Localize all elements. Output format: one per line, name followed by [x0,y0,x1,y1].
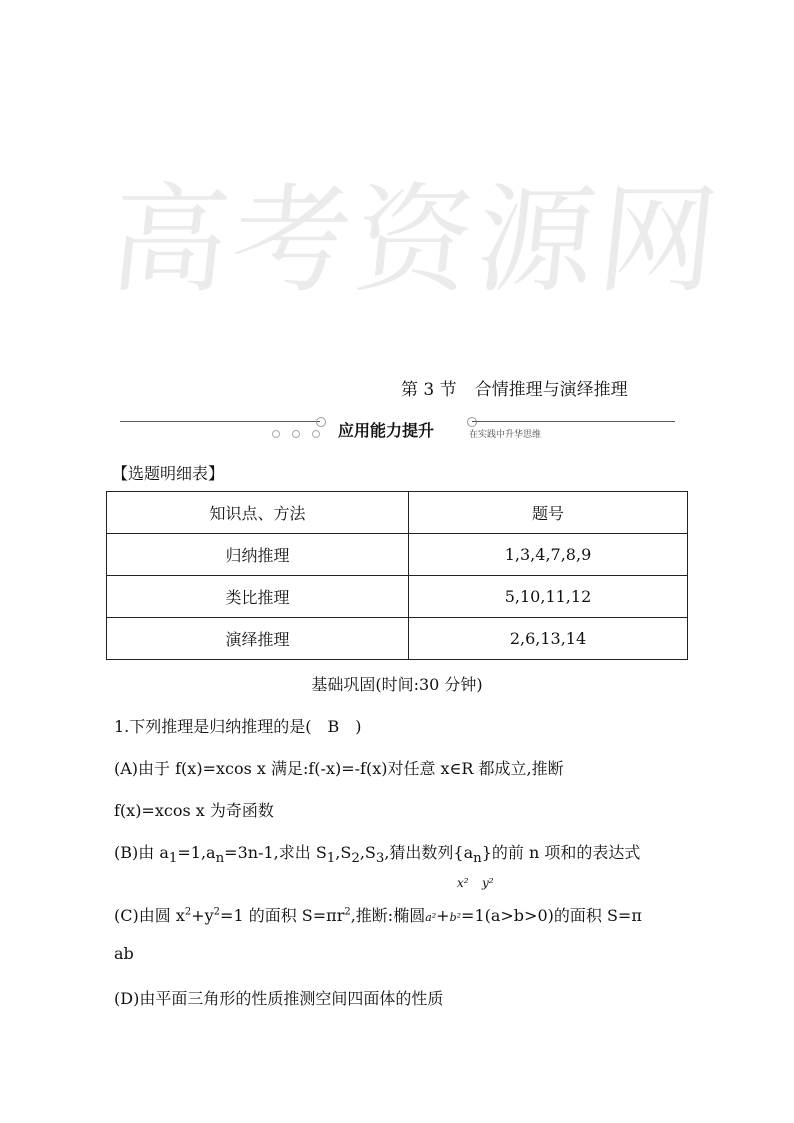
banner-label: 应用能力提升 [338,421,435,440]
table-header-numbers: 题号 [409,492,688,534]
question-stem: 1.下列推理是归纳推理的是( B ) [114,717,362,736]
ellipse-b2-denominator: b² [449,911,462,924]
table-row [107,576,688,618]
section-name: 合情推理与演绎推理 [474,380,628,400]
option-c: (C)由圆 $x^2+y^2=1$ 的面积 $S=\pi r^2$,推断:椭圆a²+b²=1(a>b>0)的面积 S=π [114,906,642,925]
option-c-line2: ab [114,944,134,963]
banner-subtitle: 在实践中升华思维 [469,430,542,440]
section-title [401,375,628,400]
table-header-row [107,492,688,534]
option-d: (D)由平面三角形的性质推测空间四面体的性质 [114,989,444,1008]
banner-dot-icon [272,430,280,438]
topic-table [106,491,688,660]
table-cell-topic: 演绎推理 [107,618,409,660]
option-a-line1: (A)由于 f(x)=xcos x 满足:f(-x)=-f(x)对任意 x∈R 都成立,推断 [114,759,564,778]
banner-line-right [472,421,675,422]
watermark: 高考资源网 [103,171,729,309]
ellipse-a2-denominator: a² [425,911,437,924]
banner-dot-icon [292,430,300,438]
banner-circle-icon [467,417,477,427]
option-a-line2: f(x)=xcos x 为奇函数 [114,801,274,820]
option-b: (B)由 $a_1=1,a_n=3n-1$,求出 $S_1,S_2,S_3$,猜出数列$\{a_n\}$的前 n 项和的表达式 [114,843,641,867]
banner-dot-icon [312,430,320,438]
table-cell-numbers: 1,3,4,7,8,9 [409,534,688,576]
banner-line-left [120,421,320,422]
table-row [107,618,688,660]
ellipse-y2-numerator: y² [482,876,494,890]
table-cell-numbers: 2,6,13,14 [409,618,688,660]
table-header-topic: 知识点、方法 [107,492,409,534]
banner-circle-icon [316,417,326,427]
section-banner [120,412,676,442]
timing-note: 基础巩固(时间:30 分钟) [311,675,483,694]
section-number: 第 3 节 [401,380,457,400]
ellipse-x2-numerator: x² [457,876,469,890]
table-row [107,534,688,576]
table-cell-topic: 类比推理 [107,576,409,618]
table-cell-topic: 归纳推理 [107,534,409,576]
table-heading: 【选题明细表】 [112,464,225,483]
table-cell-numbers: 5,10,11,12 [409,576,688,618]
